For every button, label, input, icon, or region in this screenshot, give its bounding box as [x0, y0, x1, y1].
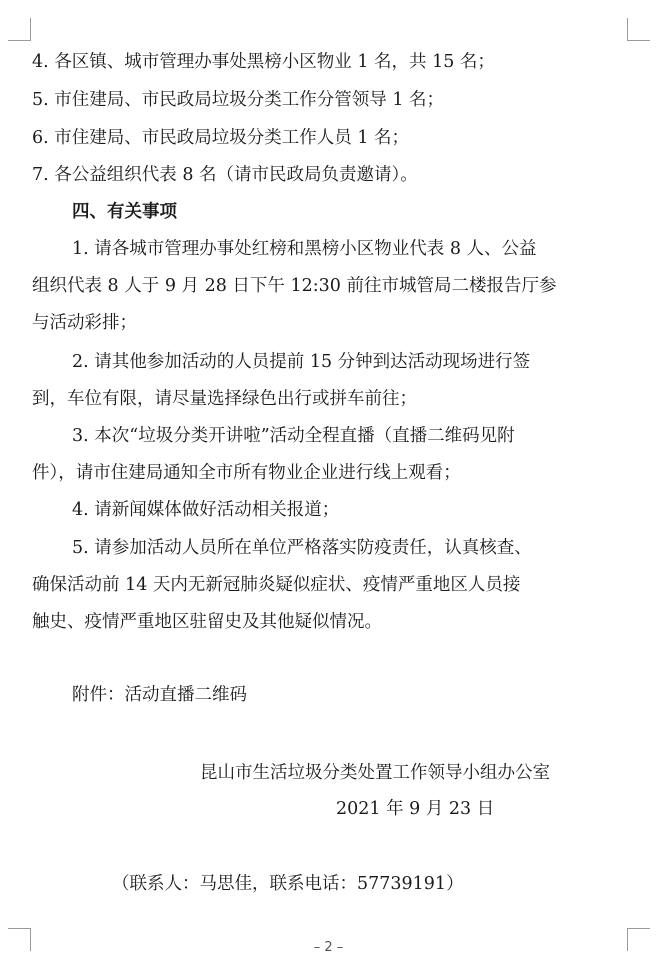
note-1-line-2: 组织代表 8 人于 9 月 28 日下午 12:30 前往市城管局二楼报告厅参 — [32, 276, 557, 296]
note-5-line-1: 5. 请参加活动人员所在单位严格落实防疫责任，认真核查、 — [72, 538, 532, 558]
note-1-line-3: 与活动彩排； — [32, 313, 137, 333]
signature-org: 昆山市生活垃圾分类处置工作领导小组办公室 — [200, 763, 550, 783]
note-2-line-1: 2. 请其他参加活动的人员提前 15 分钟到达活动现场进行签 — [72, 352, 531, 372]
contact-info: （联系人：马思佳，联系电话：57739191） — [112, 874, 464, 894]
list-item: 7. 各公益组织代表 8 名（请市民政局负责邀请）。 — [32, 165, 418, 185]
section-heading: 四、有关事项 — [72, 202, 177, 222]
note-5-line-2: 确保活动前 14 天内无新冠肺炎疑似症状、疫情严重地区人员接 — [32, 575, 521, 595]
note-5-line-3: 触史、疫情严重地区驻留史及其他疑似情况。 — [32, 612, 382, 632]
note-3-line-1: 3. 本次“垃圾分类开讲啦”活动全程直播（直播二维码见附 — [72, 426, 515, 446]
signature-date: 2021 年 9 月 23 日 — [336, 799, 495, 819]
note-3-line-2: 件），请市住建局通知全市所有物业企业进行线上观看； — [32, 463, 461, 483]
crop-mark-top-left — [8, 18, 31, 41]
list-item: 6. 市住建局、市民政局垃圾分类工作人员 1 名； — [32, 128, 410, 148]
note-4-line-1: 4. 请新闻媒体做好活动相关报道； — [72, 500, 340, 520]
list-item: 5. 市住建局、市民政局垃圾分类工作分管领导 1 名； — [32, 90, 445, 110]
note-2-line-2: 到，车位有限，请尽量选择绿色出行或拼车前往； — [32, 389, 417, 409]
page-number: – 2 – — [313, 940, 344, 955]
note-1-line-1: 1. 请各城市管理办事处红榜和黑榜小区物业代表 8 人、公益 — [72, 239, 537, 259]
crop-mark-top-right — [627, 18, 650, 41]
list-item: 4. 各区镇、城市管理办事处黑榜小区物业 1 名，共 15 名； — [32, 52, 495, 72]
attachment-note: 附件：活动直播二维码 — [72, 685, 247, 705]
